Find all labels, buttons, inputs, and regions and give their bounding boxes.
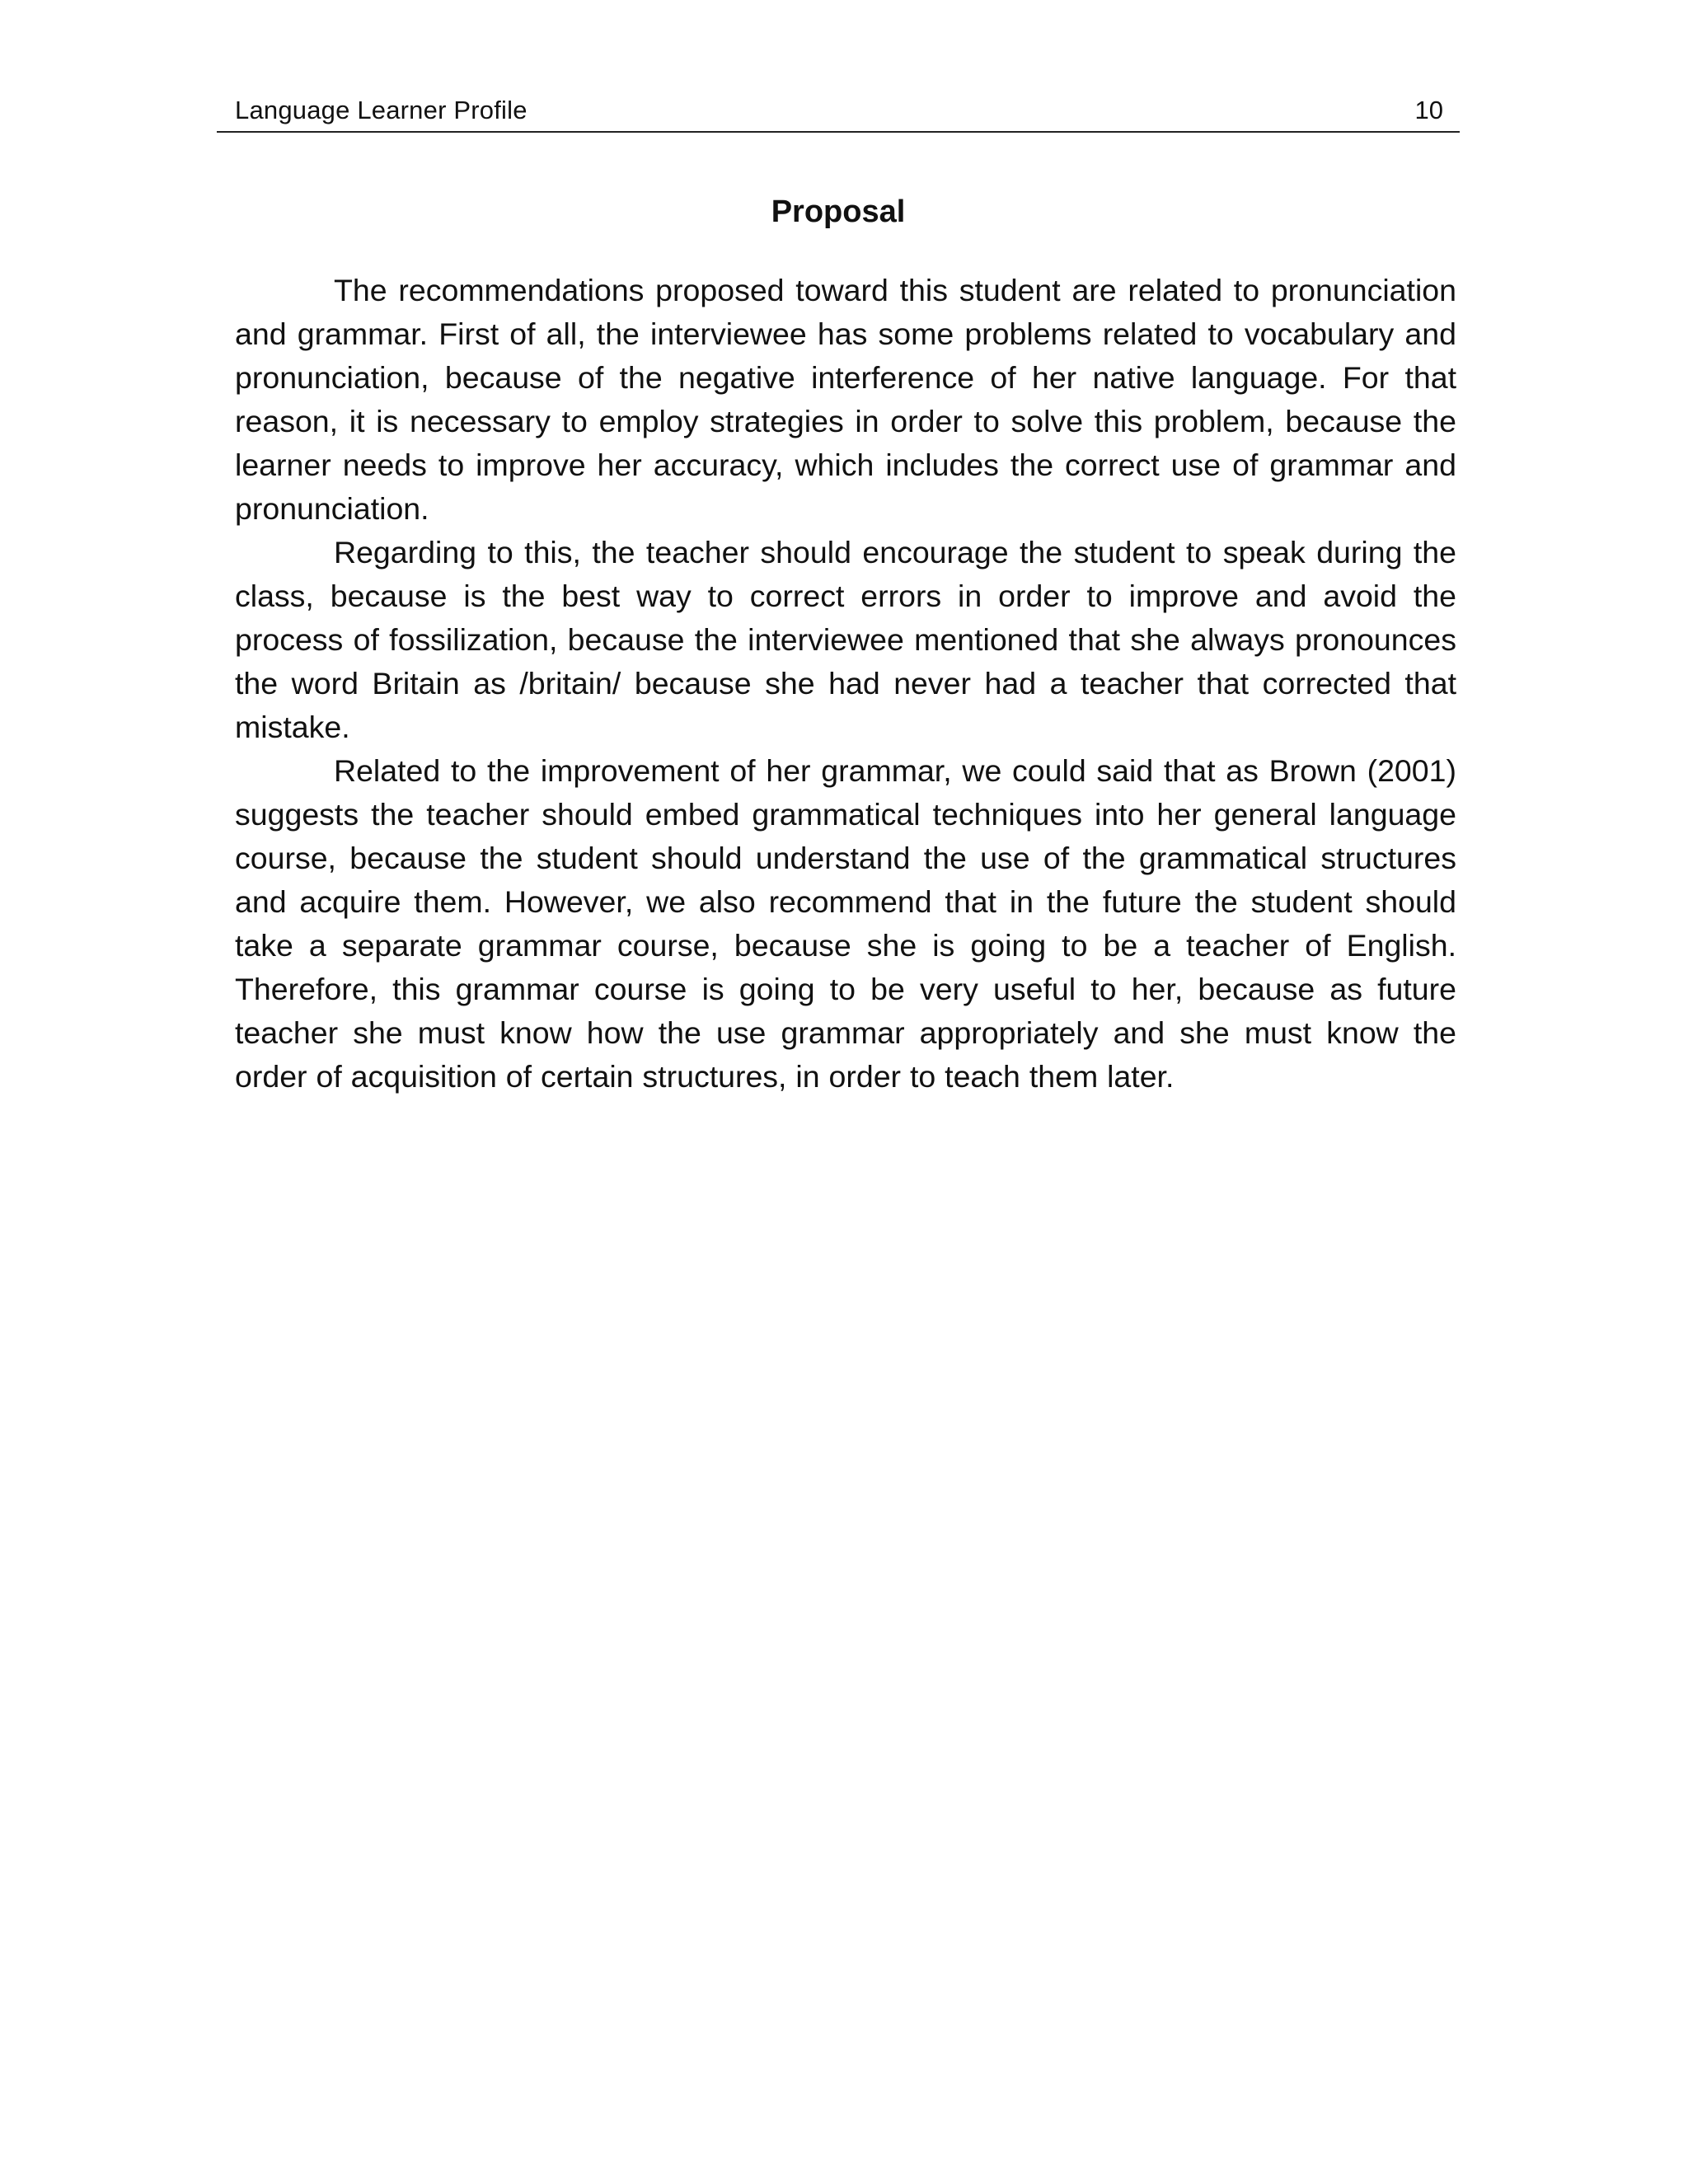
paragraph-1: The recommendations proposed toward this student are related to pronunciation and grammar. First of all, the interviewee has some problems related to vocabulary and pronunciation, because of the negative interference of her native language. For that reason, it is necessary to employ strategies in order to solve this problem, because the learner needs to improve her accuracy, which includes the correct use of grammar and pronunciation. — [235, 273, 1456, 526]
paragraph-3: Related to the improvement of her grammar, we could said that as Brown (2001) suggests the teacher should embed grammatical techniques into her general language course, because the student should understand the use of the grammatical structures and acquire them. However, we also recommend that in the future the student should take a separate grammar course, because she is going to be a teacher of English. Therefore, this grammar course is going to be very useful to her, because as future teacher she must know how the use grammar appropriately and she must know the order of acquisition of certain structures, in order to teach them later. — [235, 753, 1456, 1094]
running-header — [217, 93, 1460, 133]
header-title: Language Learner Profile — [235, 96, 528, 124]
section-title: Proposal — [771, 194, 906, 229]
section-body — [235, 269, 1456, 1099]
paragraph-2: Regarding to this, the teacher should encourage the student to speak during the class, because is the best way to correct errors in order to improve and avoid the process of fossilization, because the interviewee mentioned that she always pronounces the word Britain as /britain/ because she had never had a teacher that corrected that mistake. — [235, 535, 1456, 744]
page-number: 10 — [1414, 96, 1443, 124]
